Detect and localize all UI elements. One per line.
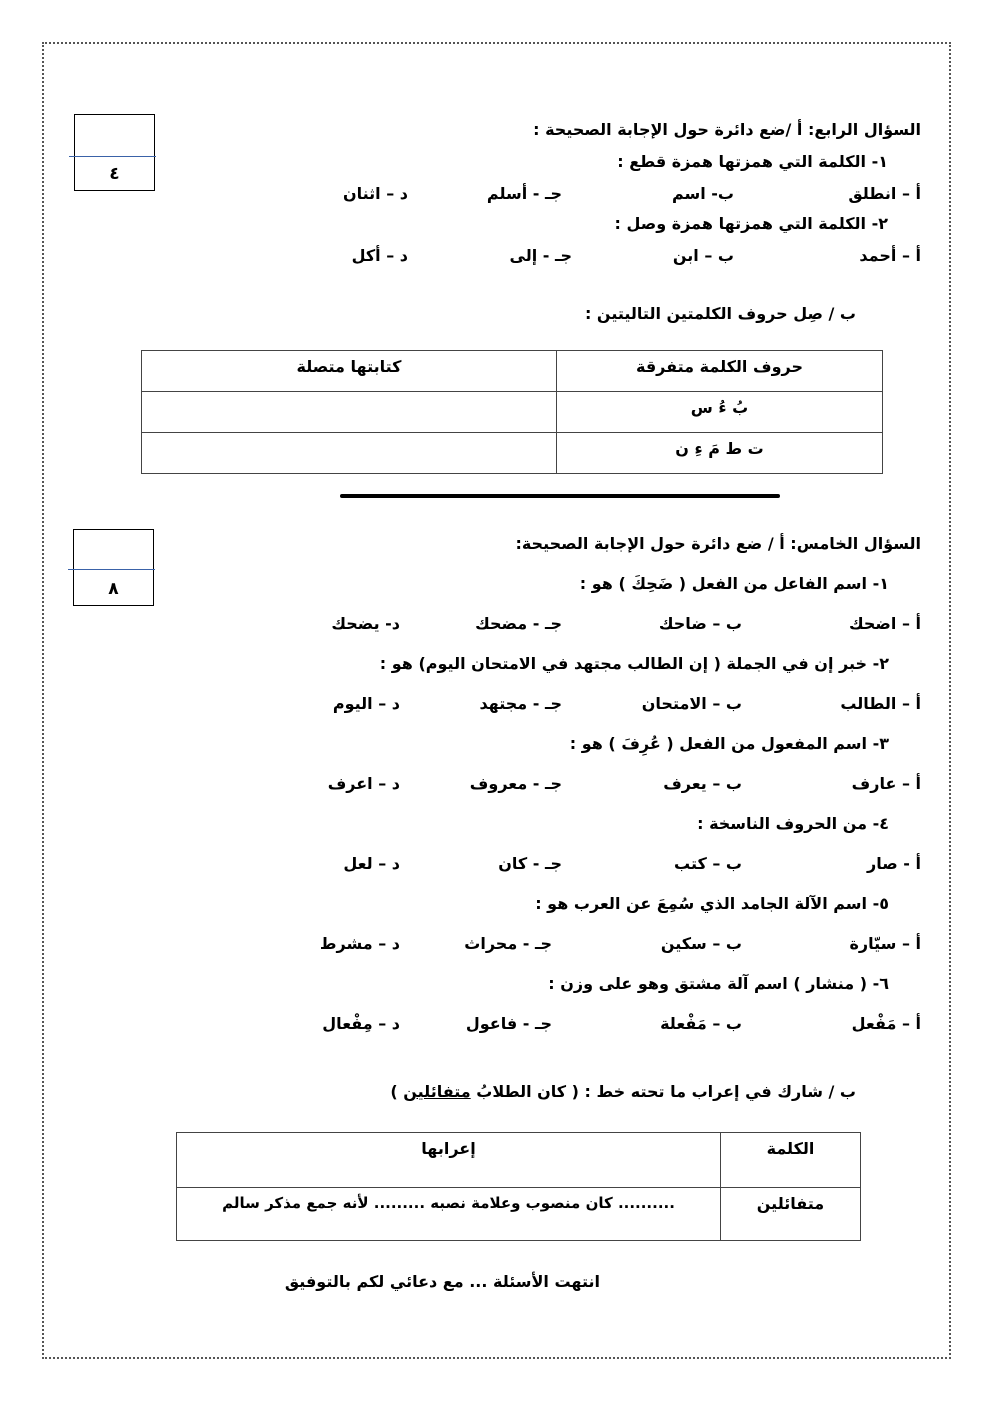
header-word: الكلمة xyxy=(721,1133,861,1188)
q5-q3-option-a: أ – عارف xyxy=(851,774,921,793)
q5-q5-option-a: أ – سيّارة xyxy=(849,934,921,953)
q5-q4-option-d: د – لعل xyxy=(343,854,400,873)
q5-q6-option-a: أ – مَفْعل xyxy=(851,1014,921,1033)
answer-cell[interactable] xyxy=(142,392,557,433)
header-separated-letters: حروف الكلمة متفرقة xyxy=(557,351,883,392)
q4-score-box xyxy=(74,114,155,191)
q5-q3-option-d: د – اعرف xyxy=(327,774,400,793)
table-row xyxy=(142,433,883,474)
q5-question-3: ٣- اسم المفعول من الفعل ( عُرِفَ ) هو : xyxy=(569,734,889,753)
q5-q1-option-b: ب – ضاحك xyxy=(658,614,742,633)
q4-q2-option-c: جـ - إلى xyxy=(509,246,572,265)
q5-parsing-table xyxy=(176,1132,861,1241)
q5-score: ٨ xyxy=(108,579,119,599)
q5-q1-option-a: أ – اضحك xyxy=(849,614,921,633)
header-connected-writing: كتابتها متصلة xyxy=(142,351,557,392)
q5-q5-option-d: د – مشرط xyxy=(319,934,400,953)
q4-q2-option-a: أ – أحمد xyxy=(859,246,921,265)
separated-letters-cell: بُ ءُ س xyxy=(557,392,883,433)
q4-title: السؤال الرابع: أ /ضع دائرة حول الإجابة الصحيحة : xyxy=(533,120,921,139)
separated-letters-cell: ت ط مَ ءِ ن xyxy=(557,433,883,474)
q5-q3-option-c: جـ - معروف xyxy=(469,774,562,793)
q4-connect-letters-table xyxy=(141,350,883,474)
parsing-cell[interactable]: .......... كان منصوب وعلامة نصبه ......... لأنه جمع مذكر سالم xyxy=(177,1188,721,1241)
q5-q5-option-b: ب – سكين xyxy=(660,934,742,953)
q5-part-b-title-prefix: ب / شارك في إعراب ما تحته خط : ( كان الطلابُ xyxy=(470,1082,856,1101)
q5-q1-option-d: د- يضحك xyxy=(331,614,400,633)
table-row xyxy=(177,1188,861,1241)
q5-q4-option-c: جـ - كان xyxy=(498,854,562,873)
q5-q2-option-c: جـ - مجتهد xyxy=(479,694,562,713)
q5-q6-option-d: د – مِفْعال xyxy=(322,1014,400,1033)
q4-question-2: ٢- الكلمة التي همزتها همزة وصل : xyxy=(614,214,888,233)
header-parsing: إعرابها xyxy=(177,1133,721,1188)
q5-question-4: ٤- من الحروف الناسخة : xyxy=(697,814,889,833)
underlined-word: متفائلين xyxy=(403,1082,471,1101)
q4-part-b-title: ب / صِل حروف الكلمتين التاليتين : xyxy=(584,304,856,323)
q5-q3-option-b: ب – يعرف xyxy=(663,774,742,793)
q5-q4-option-b: ب – كتب xyxy=(674,854,742,873)
q5-question-2: ٢- خبر إن في الجملة ( إن الطالب مجتهد في الامتحان اليوم) هو : xyxy=(379,654,889,673)
answer-cell[interactable] xyxy=(142,433,557,474)
q5-part-b-title-suffix: ) xyxy=(390,1082,404,1101)
q4-question-1: ١- الكلمة التي همزتها همزة قطع : xyxy=(617,152,888,171)
q4-q1-option-d: د – اثنان xyxy=(342,184,408,203)
q5-q4-option-a: أ - صار xyxy=(867,854,921,873)
q4-q2-option-d: د – أكل xyxy=(351,246,408,265)
q5-q6-option-c: جـ - فاعول xyxy=(465,1014,552,1033)
q5-score-box xyxy=(73,529,154,606)
q5-q2-option-d: د – اليوم xyxy=(332,694,400,713)
q4-score: ٤ xyxy=(109,164,120,184)
closing-text: انتهت الأسئلة ... مع دعائي لكم بالتوفيق xyxy=(284,1272,600,1291)
q5-title: السؤال الخامس: أ / ضع دائرة حول الإجابة الصحيحة: xyxy=(515,534,921,553)
q5-question-6: ٦- ( منشار ) اسم آلة مشتق وهو على وزن : xyxy=(548,974,889,993)
word-cell: متفائلين xyxy=(721,1188,861,1241)
q5-q1-option-c: جـ - مضحك xyxy=(475,614,562,633)
q5-part-b-title xyxy=(390,1082,856,1101)
q4-q1-option-b: ب- اسم xyxy=(671,184,734,203)
section-divider xyxy=(340,494,780,498)
q5-q5-option-c: جـ - محراث xyxy=(464,934,552,953)
table-header-row xyxy=(142,351,883,392)
table-header-row xyxy=(177,1133,861,1188)
table-row xyxy=(142,392,883,433)
q5-q2-option-a: أ – الطالب xyxy=(840,694,921,713)
q5-q6-option-b: ب – مَفْعلة xyxy=(660,1014,742,1033)
q4-q1-option-a: أ – انطلق xyxy=(848,184,921,203)
q4-q2-option-b: ب – ابن xyxy=(672,246,734,265)
q5-q2-option-b: ب – الامتحان xyxy=(641,694,742,713)
q4-q1-option-c: جـ - أسلم xyxy=(486,184,562,203)
q5-question-5: ٥- اسم الآلة الجامد الذي سُمِعَ عن العرب هو : xyxy=(535,894,889,913)
q5-question-1: ١- اسم الفاعل من الفعل ( ضَحِكَ ) هو : xyxy=(579,574,889,593)
